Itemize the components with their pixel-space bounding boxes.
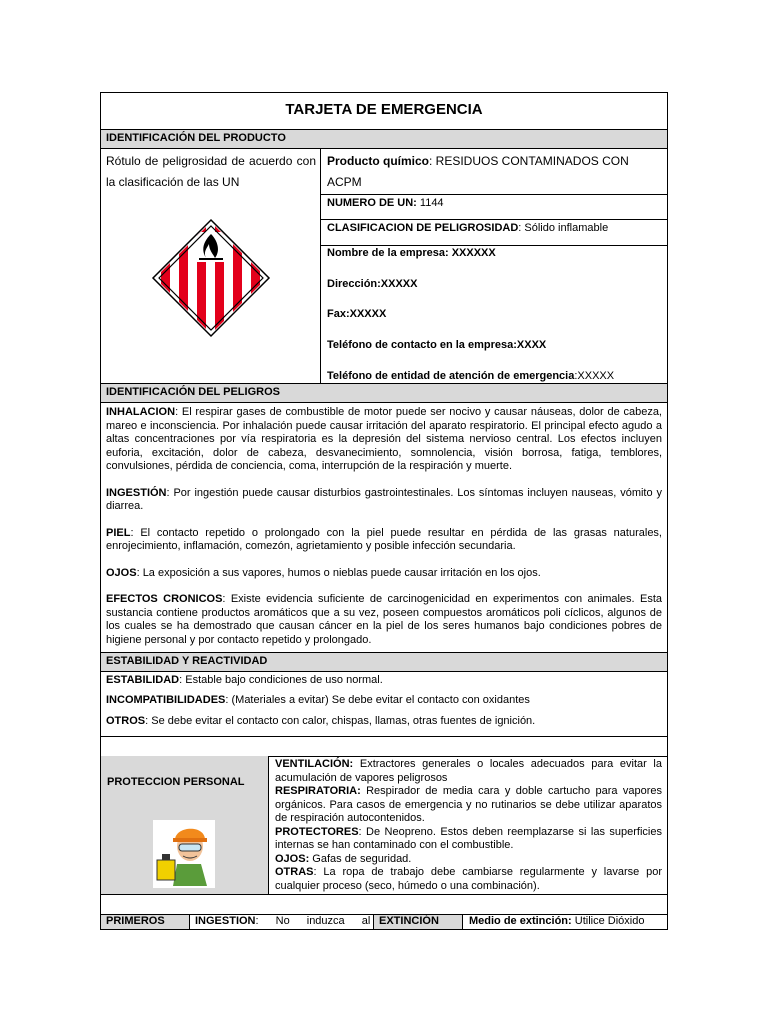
protection-label-cell (101, 756, 269, 894)
numero-value: 1144 (416, 197, 444, 209)
ingestion-paragraph (106, 487, 662, 514)
incompatibilidades (106, 694, 662, 706)
primeros-cell: PRIMEROS (101, 915, 190, 929)
protection-label: PROTECCION PERSONAL (107, 776, 245, 788)
protection-details (275, 758, 662, 893)
ojos-text: : La exposición a sus vapores, humos o nieblas puede causar irritación en los ojos. (136, 566, 541, 579)
bottom-ingestion-text: : No induzca al (255, 915, 371, 927)
divider (320, 149, 321, 383)
bottom-ingestion-label: INGESTION (195, 915, 256, 927)
fax: Fax:XXXXX (327, 308, 387, 320)
telefono-empresa: Teléfono de contacto en la empresa:XXXX (327, 339, 547, 351)
inhalacion-text: : El respirar gases de combustible de motor puede ser nocivo y causar náuseas, dolor de cabeza, mareo e inconsciencia. Por inhalación puede causar irritación del aparato respiratorio. El principal efecto agudo a altas concentraciones por vía respiratoria es la depresión del sistema nervioso central. Los efectos incluyen euforia, excitación, dolor de cabeza, desvanecimiento, somnolencia, visión borrosa, fatiga, temblores, convulsiones, pérdida de conciencia, coma, interrupción de la respiración y muerte. (106, 406, 662, 472)
clasif-label: CLASIFICACION DE PELIGROSIDAD (327, 222, 519, 234)
protectores-text: : De Neopreno. Estos deben reemplazarse si las superficies internas se han contaminado con el combustible. (275, 825, 662, 851)
ojos-ppe-label: OJOS: (275, 852, 310, 865)
direccion: Dirección:XXXXX (327, 278, 418, 290)
ventilacion-text: Extractores generales o locales adecuados para evitar la acumulación de vapores peligrosos (275, 758, 662, 784)
emergency-card (100, 92, 668, 930)
cronicos-text: : Existe evidencia suficiente de carcinogenicidad en experimentos con animales. Esta sustancia contiene productos aromáticos que a su vez, poseen compuestos aromáticos poli cíclicos, algunos de los cuales se ha demostrado que causan cáncer en la piel de los seres humanos bajo condiciones pobres de higiene personal y por contacto repetido y prolongado. (106, 593, 662, 646)
hazard-section-header: IDENTIFICACIÓN DEL PELIGROS (101, 383, 667, 403)
divider (320, 194, 667, 195)
incompat-label: INCOMPATIBILIDADES (106, 694, 226, 706)
empresa: Nombre de la empresa: XXXXXX (327, 247, 496, 259)
producto-label: Producto químico (327, 154, 429, 168)
respiratoria-line (275, 785, 662, 826)
ingestion-text: : Por ingestión puede causar disturbios gastrointestinales. Los síntomas incluyen nauseas, vómito y diarrea. (106, 486, 662, 512)
inhalacion-label: INHALACION (106, 406, 176, 418)
medio-text: Utilice Dióxido (571, 915, 645, 927)
extincion-cell: EXTINCIÓN (374, 915, 463, 929)
otras-line (275, 866, 662, 893)
worker-ppe-icon (153, 820, 215, 888)
respiratoria-text: Respirador de media cara y doble cartucho para vapores orgánicos. Para casos de emergencia y no rutinarios se debe utilizar aparatos de respiración autocontenidos. (275, 785, 662, 824)
clasif-value: : Sólido inflamable (518, 222, 609, 234)
otros (106, 715, 662, 727)
telefono-atencion-value: :XXXXX (574, 370, 615, 382)
divider (320, 219, 667, 220)
divider (101, 736, 667, 737)
numero-un (327, 197, 663, 209)
medio-cell (463, 915, 667, 929)
estabilidad-text: : Estable bajo condiciones de uso normal. (179, 674, 383, 686)
clasificacion (327, 222, 663, 234)
hazard-body (106, 406, 662, 647)
stability-section-header: ESTABILIDAD Y REACTIVIDAD (101, 652, 667, 672)
ojos-line (275, 853, 662, 867)
ojos-ppe-text: Gafas de seguridad. (309, 852, 412, 865)
respiratoria-label: RESPIRATORIA: (275, 785, 361, 797)
numero-label: NUMERO DE UN: (327, 197, 417, 209)
divider (101, 894, 667, 895)
incompat-text: : (Materiales a evitar) Se debe evitar el contacto con oxidantes (225, 694, 530, 706)
ingestion-cell (190, 915, 374, 929)
estabilidad (106, 674, 662, 686)
ingestion-label: INGESTIÓN (106, 486, 167, 499)
cronicos-paragraph (106, 593, 662, 647)
piel-paragraph (106, 527, 662, 554)
protectores-label: PROTECTORES (275, 825, 359, 838)
cronicos-label: EFECTOS CRONICOS (106, 593, 223, 605)
otros-text: : Se debe evitar el contacto con calor, chispas, llamas, otras fuentes de ignición. (145, 715, 536, 727)
card-title: TARJETA DE EMERGENCIA (285, 101, 483, 118)
divider (320, 245, 667, 246)
hazard-diamond-icon (151, 218, 271, 338)
rotulo-text: Rótulo de peligrosidad de acuerdo con la clasificación de las UN (106, 154, 316, 189)
piel-text: : El contacto repetido o prolongado con la piel puede resultar en pérdida de las grasas naturales, enrojecimiento, inflamación, comezón, agrietamiento y posible infección secundaria. (106, 526, 662, 552)
estabilidad-label: ESTABILIDAD (106, 674, 180, 686)
product-section-header: IDENTIFICACIÓN DEL PRODUCTO (101, 129, 667, 149)
telefono-atencion (327, 370, 663, 382)
medio-label: Medio de extinción: (469, 915, 572, 927)
ventilacion-label: VENTILACIÓN: (275, 758, 354, 770)
ojos-paragraph (106, 567, 662, 581)
producto-value: : RESIDUOS CONTAMINADOS CON ACPM (327, 154, 629, 189)
bottom-row (101, 915, 667, 929)
piel-label: PIEL (106, 526, 131, 539)
ventilacion-line (275, 758, 662, 785)
telefono-atencion-label: Teléfono de entidad de atención de emergencia (327, 370, 575, 382)
producto-quimico (327, 151, 663, 193)
ojos-label: OJOS (106, 566, 137, 579)
otras-label: OTRAS (275, 866, 314, 878)
otras-text: : La ropa de trabajo debe cambiarse regularmente y lavarse por cualquier proceso (seco, húmedo o una combinación). (275, 866, 662, 892)
otros-label: OTROS (106, 715, 146, 727)
protectores-line (275, 826, 662, 853)
inhalacion-paragraph (106, 406, 662, 474)
